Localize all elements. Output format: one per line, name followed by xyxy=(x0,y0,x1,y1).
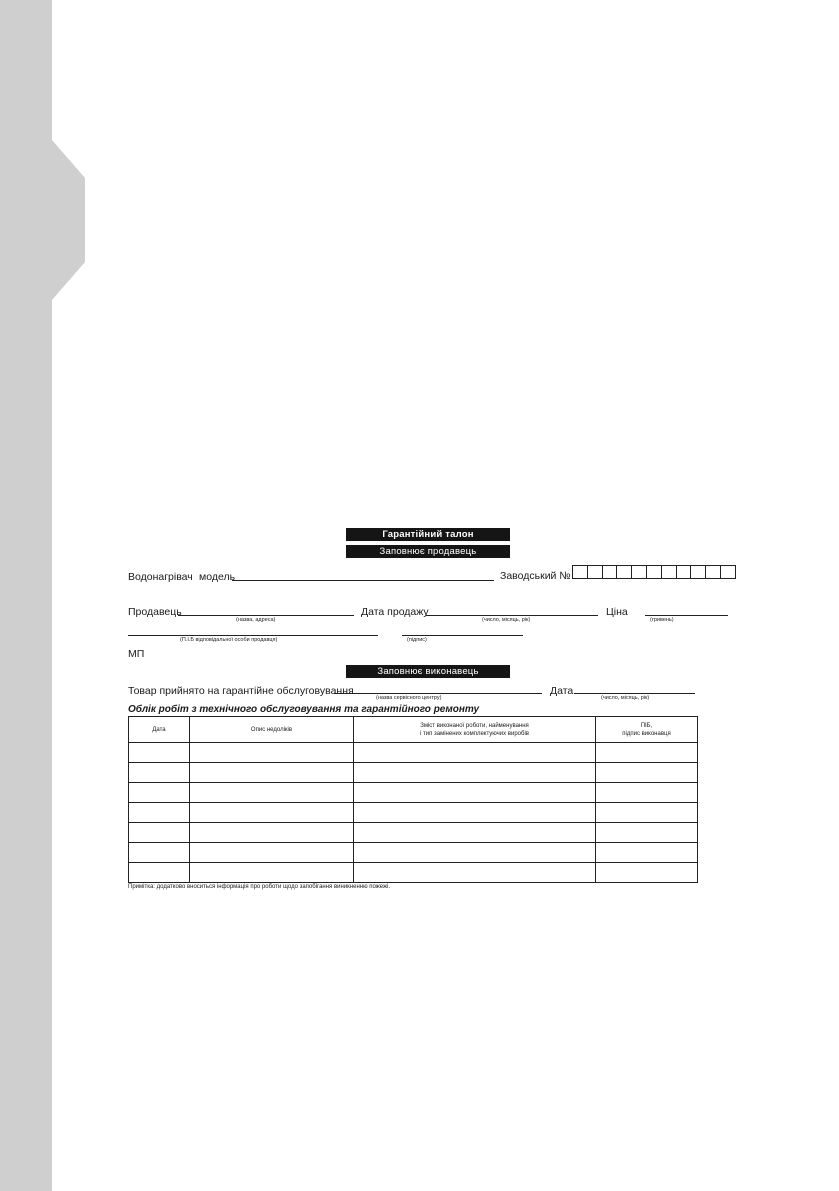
service-center-caption: (назва сервісного центру) xyxy=(376,695,442,701)
footnote: Примітка: додатково вноситься інформація про роботи щодо запобігання виникненню пожежі. xyxy=(128,884,391,890)
work-log-title: Облік робіт з технічного обслуговування та гарантійного ремонту xyxy=(128,704,480,715)
seller-field[interactable] xyxy=(178,615,354,616)
header-date: Дата xyxy=(129,717,190,743)
responsible-person-caption: (П.І.Б відповідальної особи продавця) xyxy=(180,637,278,643)
header-work: Зміст виконаної роботи, найменування і тип замінених комплектуючих виробів xyxy=(354,717,596,743)
defect-cell[interactable] xyxy=(190,863,354,883)
person-cell[interactable] xyxy=(596,803,698,823)
table-row xyxy=(129,843,698,863)
header-defect: Опис недоліків xyxy=(190,717,354,743)
date-cell[interactable] xyxy=(129,763,190,783)
defect-cell[interactable] xyxy=(190,823,354,843)
acceptance-date-field[interactable] xyxy=(574,693,695,694)
date-cell[interactable] xyxy=(129,863,190,883)
executor-fills-bar xyxy=(346,665,510,678)
work-cell[interactable] xyxy=(354,823,596,843)
executor-fills-label: Заповнює виконавець xyxy=(377,666,479,677)
model-label: модель xyxy=(199,571,236,583)
serial-label: Заводський № xyxy=(500,570,571,582)
serial-box[interactable] xyxy=(572,565,587,579)
table-row xyxy=(129,863,698,883)
header-person: ПІБ, підпис виконавця xyxy=(596,717,698,743)
price-caption: (гривень) xyxy=(650,617,674,623)
person-cell[interactable] xyxy=(596,863,698,883)
acceptance-date-caption: (число, місяць, рік) xyxy=(601,695,650,701)
service-center-field[interactable] xyxy=(334,693,542,694)
warranty-title: Гарантійний талон xyxy=(382,529,474,540)
signature-field[interactable] xyxy=(402,635,523,636)
sale-date-label: Дата продажу xyxy=(361,606,429,618)
price-field[interactable] xyxy=(645,615,728,616)
defect-cell[interactable] xyxy=(190,743,354,763)
table-row xyxy=(129,823,698,843)
defect-cell[interactable] xyxy=(190,763,354,783)
stamp-label: МП xyxy=(128,648,145,660)
serial-box[interactable] xyxy=(705,565,720,579)
serial-box[interactable] xyxy=(690,565,705,579)
work-cell[interactable] xyxy=(354,843,596,863)
serial-box[interactable] xyxy=(631,565,646,579)
work-cell[interactable] xyxy=(354,743,596,763)
work-cell[interactable] xyxy=(354,863,596,883)
sale-date-field[interactable] xyxy=(426,615,598,616)
responsible-person-field[interactable] xyxy=(128,635,378,636)
model-field[interactable] xyxy=(232,580,494,581)
work-cell[interactable] xyxy=(354,783,596,803)
date-cell[interactable] xyxy=(129,783,190,803)
seller-label: Продавець xyxy=(128,606,182,618)
defect-cell[interactable] xyxy=(190,843,354,863)
work-cell[interactable] xyxy=(354,763,596,783)
serial-box[interactable] xyxy=(616,565,631,579)
work-cell[interactable] xyxy=(354,803,596,823)
date-cell[interactable] xyxy=(129,823,190,843)
serial-box[interactable] xyxy=(646,565,661,579)
serial-box[interactable] xyxy=(676,565,691,579)
side-tab-shape xyxy=(0,140,90,300)
defect-cell[interactable] xyxy=(190,783,354,803)
date-cell[interactable] xyxy=(129,803,190,823)
seller-fills-bar xyxy=(346,545,510,558)
serial-box[interactable] xyxy=(661,565,676,579)
serial-number-boxes[interactable] xyxy=(572,565,736,578)
person-cell[interactable] xyxy=(596,843,698,863)
warranty-title-bar xyxy=(346,528,510,541)
work-log-table xyxy=(128,716,698,883)
person-cell[interactable] xyxy=(596,823,698,843)
table-row xyxy=(129,763,698,783)
defect-cell[interactable] xyxy=(190,803,354,823)
seller-fills-label: Заповнює продавець xyxy=(379,546,477,557)
table-row xyxy=(129,783,698,803)
table-header-row xyxy=(129,717,698,743)
serial-box[interactable] xyxy=(720,565,736,579)
accepted-label: Товар прийнято на гарантійне обслуговування xyxy=(128,685,354,697)
product-label: Водонагрівач xyxy=(128,571,193,583)
seller-caption: (назва, адреса) xyxy=(236,617,276,623)
person-cell[interactable] xyxy=(596,783,698,803)
person-cell[interactable] xyxy=(596,763,698,783)
person-cell[interactable] xyxy=(596,743,698,763)
acceptance-date-label: Дата xyxy=(550,685,574,697)
sale-date-caption: (число, місяць, рік) xyxy=(482,617,531,623)
serial-box[interactable] xyxy=(602,565,617,579)
table-row xyxy=(129,803,698,823)
date-cell[interactable] xyxy=(129,743,190,763)
serial-box[interactable] xyxy=(587,565,602,579)
table-row xyxy=(129,743,698,763)
price-label: Ціна xyxy=(606,606,628,618)
signature-caption: (підпис) xyxy=(407,637,427,643)
date-cell[interactable] xyxy=(129,843,190,863)
